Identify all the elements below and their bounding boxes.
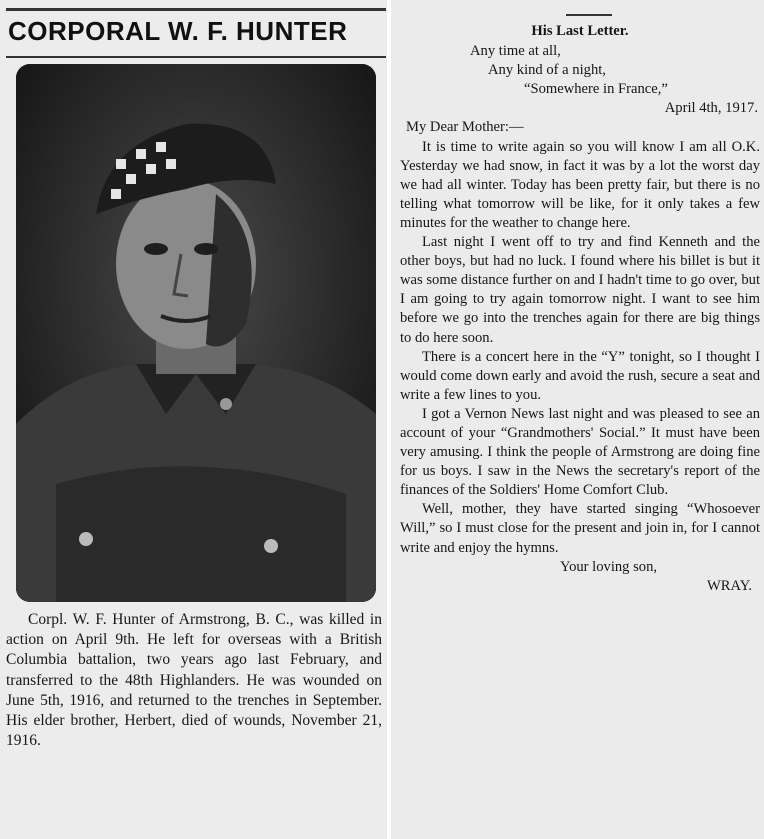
letter-paragraph: Last night I went off to try and find Kenneth and the other boys, but had no luck. I found where his billet is but it was some distance further on and I hadn't time to go over, but I am going to try again tomorrow night. I want to see him before we go into the trenches again for there are big things to do here soon. <box>400 234 760 346</box>
letter-date: April 4th, 1917. <box>664 100 758 117</box>
headline: CORPORAL W. F. HUNTER <box>8 16 348 46</box>
letter-article <box>400 22 760 596</box>
letter-paragraph: There is a concert here in the “Y” tonight, so I thought I would come down early and avoid the rush, secure a seat and write a few lines to you. <box>400 348 760 403</box>
letter-paragraph: I got a Vernon News last night and was pleased to see an account of your “Grandmothers' Social.” It must have been very amusing. I think the people of Armstrong are doing fine for us boys. I saw in the News the secretary's report of the finances of the Soldiers' Home Comfort Club. <box>400 405 760 499</box>
verse-line: Any kind of a night, <box>488 62 606 79</box>
signature: WRAY. <box>706 577 752 594</box>
top-rule <box>6 8 386 11</box>
verse-line: “Somewhere in France,” <box>524 81 668 98</box>
photo-caption <box>6 610 382 751</box>
letter-paragraph: Well, mother, they have started singing “Whosoever Will,” so I must close for the present and join in, for I cannot write and enjoy the hymns. <box>400 501 760 556</box>
verse <box>400 42 760 99</box>
closing: Your loving son, <box>560 558 658 575</box>
letter-paragraph: It is time to write again so you will know I am all O.K. Yesterday we had snow, in fact it was by a lot the worst day we had all winter. Today has been pretty fair, but there is no telling what tomorrow will be like, for it only takes a few minutes for the weather to change here. <box>400 138 760 231</box>
article-title: His Last Letter. <box>531 23 629 39</box>
salutation: My Dear Mother:— <box>406 119 524 136</box>
portrait-photo <box>16 64 376 602</box>
title-rule <box>566 14 612 16</box>
portrait-icon <box>16 64 376 602</box>
headline-rule <box>6 56 386 58</box>
caption-text: Corpl. W. F. Hunter of Armstrong, B. C., was killed in action on April 9th. He left for overseas with a British Columbia battalion, two years ago last February, and transferred to the 48th Highlanders. He was wounded on June 5th, 1916, and returned to the trenches in September. His elder brother, Herbert, died of wounds, November 21, 1916. <box>6 611 382 750</box>
verse-line: Any time at all, <box>470 43 561 60</box>
